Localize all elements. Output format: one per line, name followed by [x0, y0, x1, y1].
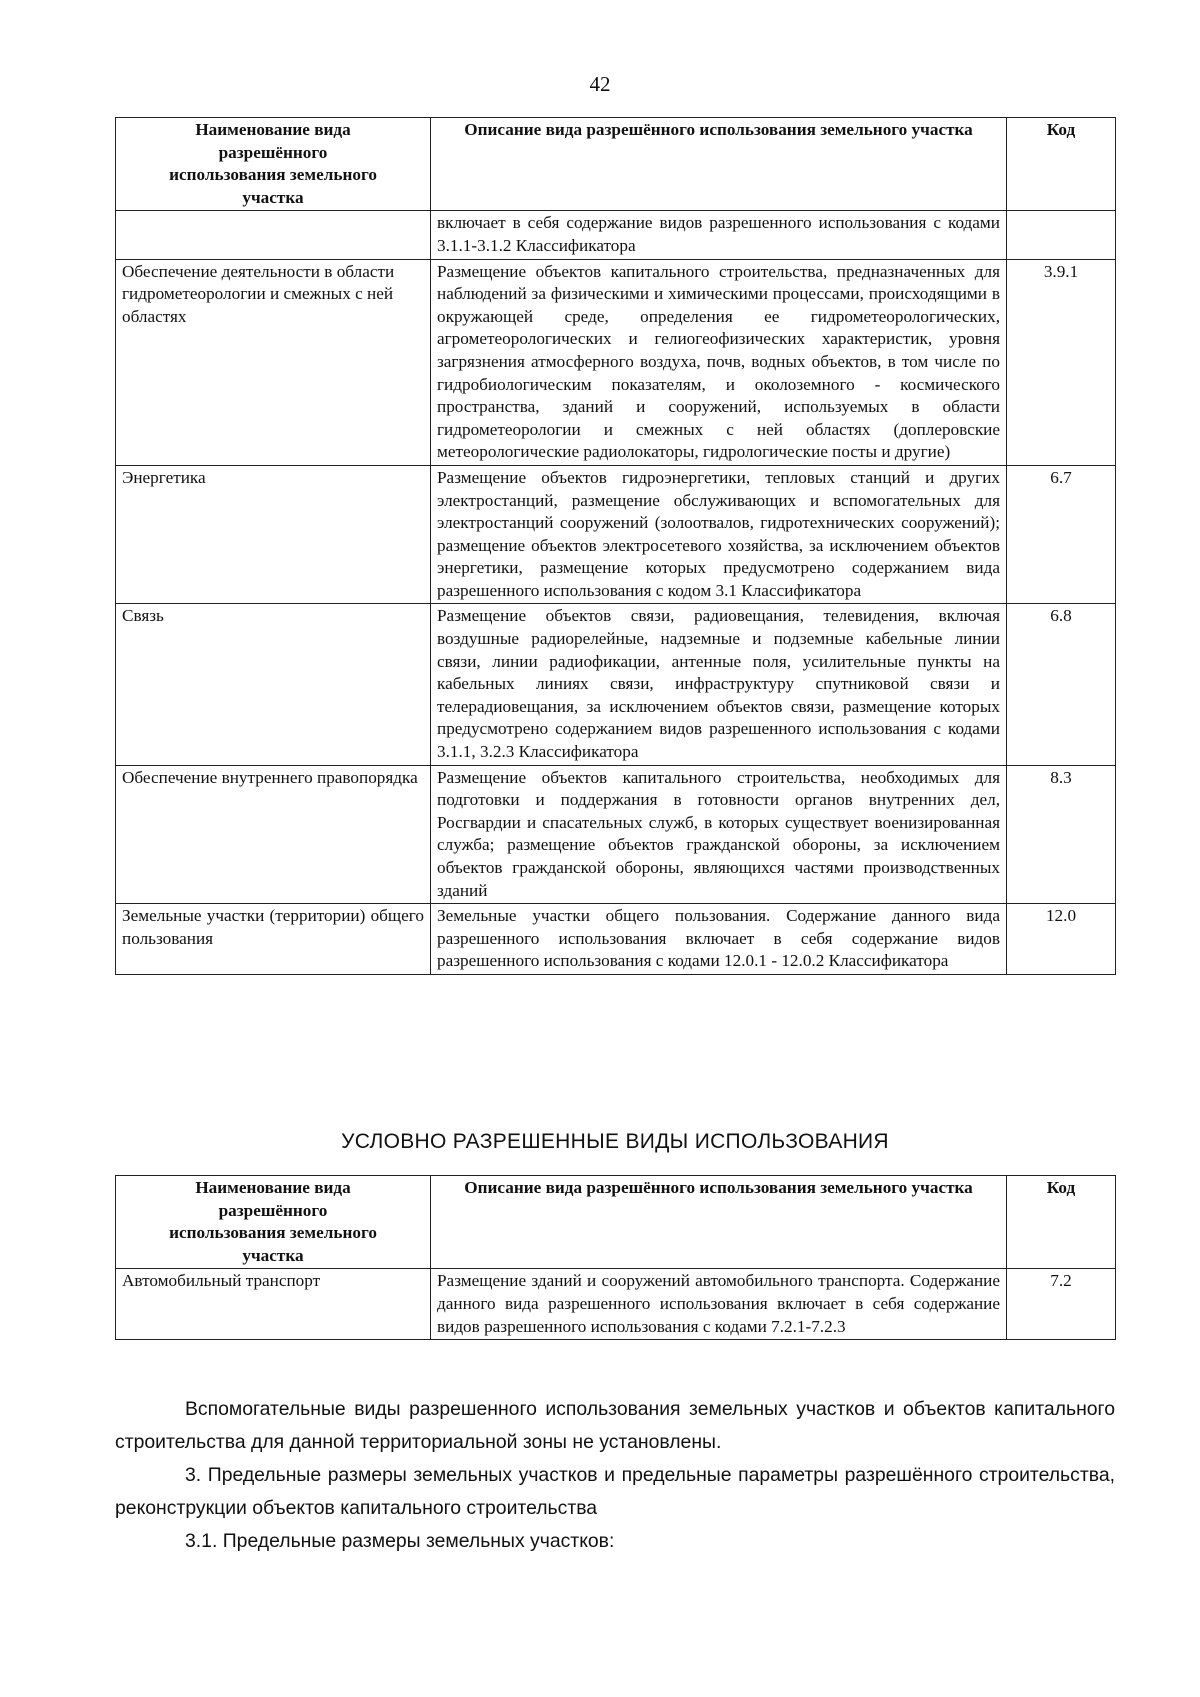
header-description: Описание вида разрешённого использования земельного участка	[431, 1176, 1007, 1269]
table-row	[116, 465, 1116, 604]
table-row	[116, 259, 1116, 465]
header-description: Описание вида разрешённого использования земельного участка	[431, 118, 1007, 211]
header-code: Код	[1007, 118, 1116, 211]
header-name: Наименование вида разрешённого использования земельного участка	[116, 118, 431, 211]
cell-code: 6.8	[1007, 604, 1116, 765]
table-header-row	[116, 118, 1116, 211]
cell-description: Размещение объектов капитального строительства, необходимых для подготовки и поддержания в готовности органов внутренних дел, Росгвардии и спасательных служб, в которых существует военизированная служба; размещение объектов гражданской обороны, за исключением объектов гражданской обороны, являющихся частями производственных зданий	[431, 765, 1007, 904]
header-name: Наименование вида разрешённого использования земельного участка	[116, 1176, 431, 1269]
header-code: Код	[1007, 1176, 1116, 1269]
table-row	[116, 904, 1116, 975]
cell-code: 3.9.1	[1007, 259, 1116, 465]
cell-description: Размещение объектов связи, радиовещания, телевидения, включая воздушные радиорелейные, надземные и подземные кабельные линии связи, линии радиофикации, антенные поля, усилительные пункты на кабельных линиях связи, инфраструктуру спутниковой связи и телерадиовещания, за исключением объектов связи, размещение которых предусмотрено содержанием видов разрешенного использования с кодами 3.1.1, 3.2.3 Классификатора	[431, 604, 1007, 765]
cell-code: 6.7	[1007, 465, 1116, 604]
cell-name: Земельные участки (территории) общего пользования	[116, 904, 431, 975]
table-row	[116, 604, 1116, 765]
paragraph-section-3-1: 3.1. Предельные размеры земельных участков:	[185, 1530, 615, 1552]
cell-name: Обеспечение деятельности в области гидрометеорологии и смежных с ней областях	[116, 259, 431, 465]
cell-description: Размещение объектов гидроэнергетики, тепловых станций и других электростанций, размещение обслуживающих и вспомогательных для электростанций сооружений (золоотвалов, гидротехнических сооружений); размещение объектов электросетевого хозяйства, за исключением объектов энергетики, размещение которых предусмотрено содержанием вида разрешенного использования с кодом 3.1 Классификатора	[431, 465, 1007, 604]
cell-description: Размещение зданий и сооружений автомобильного транспорта. Содержание данного вида разрешенного использования включает в себя содержание видов разрешенного использования с кодами 7.2.1-7.2.3	[431, 1269, 1007, 1340]
paragraph-section-3: 3. Предельные размеры земельных участков и предельные параметры разрешённого строительства, реконструкции объектов капитального строительства	[115, 1464, 1115, 1519]
permitted-uses-table	[115, 117, 1116, 975]
cell-code: 7.2	[1007, 1269, 1116, 1340]
cell-description: Земельные участки общего пользования. Содержание данного вида разрешенного использования включает в себя содержание видов разрешенного использования с кодами 12.0.1 - 12.0.2 Классификатора	[431, 904, 1007, 975]
conditional-uses-heading: УСЛОВНО РАЗРЕШЕННЫЕ ВИДЫ ИСПОЛЬЗОВАНИЯ	[341, 1130, 889, 1153]
table-row	[116, 1269, 1116, 1340]
conditional-uses-table	[115, 1175, 1116, 1340]
cell-name	[116, 211, 431, 259]
table-header-row	[116, 1176, 1116, 1269]
cell-description: Размещение объектов капитального строительства, предназначенных для наблюдений за физическими и химическими процессами, происходящими в окружающей среде, определения ее гидрометеорологических, агрометеорологических и гелиогеофизических характеристик, уровня загрязнения атмосферного воздуха, почв, водных объектов, в том числе по гидробиологическим показателям, и околоземного - космического пространства, зданий и сооружений, используемых в области гидрометеорологии и смежных с ней областях (доплеровские метеорологические радиолокаторы, гидрологические посты и другие)	[431, 259, 1007, 465]
cell-name: Автомобильный транспорт	[116, 1269, 431, 1340]
cell-description: включает в себя содержание видов разрешенного использования с кодами 3.1.1-3.1.2 Классификатора	[431, 211, 1007, 259]
paragraph-auxiliary-uses: Вспомогательные виды разрешенного использования земельных участков и объектов капитального строительства для данной территориальной зоны не установлены.	[115, 1398, 1115, 1453]
table-row	[116, 765, 1116, 904]
cell-name: Энергетика	[116, 465, 431, 604]
cell-code	[1007, 211, 1116, 259]
cell-code: 12.0	[1007, 904, 1116, 975]
page-number: 42	[589, 72, 611, 96]
table-row	[116, 211, 1116, 259]
cell-name: Связь	[116, 604, 431, 765]
cell-name: Обеспечение внутреннего правопорядка	[116, 765, 431, 904]
body-text	[115, 1393, 1115, 1558]
cell-code: 8.3	[1007, 765, 1116, 904]
